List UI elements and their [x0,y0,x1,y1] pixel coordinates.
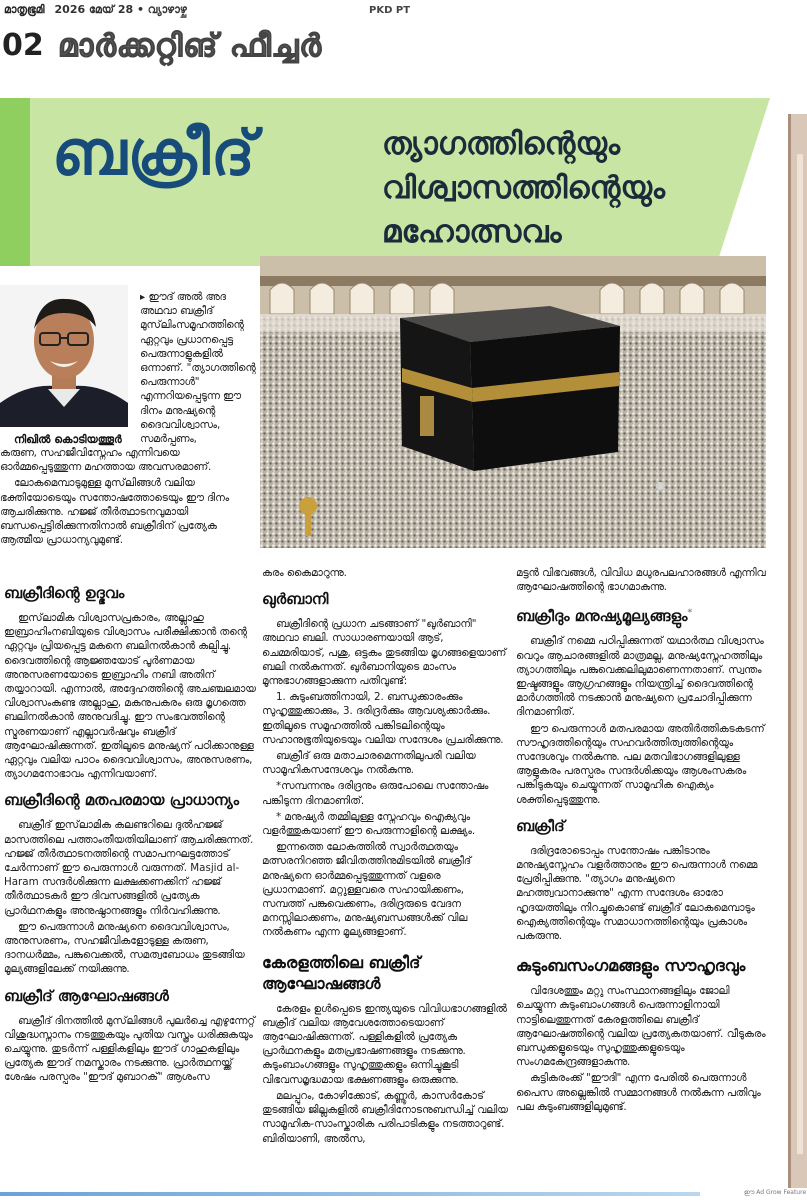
heading-text: ബക്രീദും മനുഷ്യമൂല്യങ്ങളും [516,607,688,626]
section-heading: ബക്രീദ് ആഘോഷങ്ങൾ [4,986,169,1005]
headline-subtitle [382,122,762,254]
kaaba-illustration [260,256,766,548]
body-paragraph: *സമ്പന്നനും ദരിദ്രനും ഒരുപോലെ സന്തോഷം പങ്കിടുന്ന ദിനമാണിത്. [262,780,489,807]
subtitle-line: മഹോത്സവം [382,214,562,250]
section-header [0,26,807,72]
kaaba-photo [260,256,766,548]
body-paragraph: മലപ്പുറം, കോഴിക്കോട്, കണ്ണൂർ, കാസർകോട് തുടങ്ങിയ ജില്ലകളിൽ ബക്രീദിനോടനുബന്ധിച്ച് വലിയ സാമൂഹിക-സാംസ്കാരിക പരിപാടികളും നടത്താറുണ്ട്. ബിരിയാണി, അൽസ, [262,1089,508,1145]
headline-title: ബക്രീദ് [52,116,256,189]
body-paragraph: ബക്രീദിന്റെ പ്രധാന ചടങ്ങാണ് "ഖുർബാനി" അഥവാ ബലി. സാധാരണയായി ആട്, ചെമ്മരിയാട്, പശു, ഒട്ടകം തുടങ്ങിയ മൃഗങ്ങളെയാണ് ബലി നൽകുന്നത്. ഖുർബാനിയുടെ മാംസം മൂന്നുഭാഗങ്ങളാക്കുന്ന പതിവുണ്ട്: [262,618,507,688]
body-paragraph: ബക്രീദ് ദിനത്തിൽ മുസ്‌ലിങ്ങൾ പുലർച്ചെ എഴുന്നേറ്റ് വിശുദ്ധസ്നാനം നടത്തുകയും പുതിയ വസ്ത്രം ധരിക്കുകയും ചെയ്യുന്നു. തുടർന്ന് പള്ളികളിലും ഈദ് ഗാഹുകളിലും പ്രത്യേക ഈദ് നമസ്കാരം നടക്കുന്നു. പ്രാർത്ഥനയ്ക്ക് ശേഷം പരസ്പരം "ഈദ് മുബാറക്" ആശംസ [4,1014,255,1084]
body-paragraph: * മനുഷ്യർ തമ്മിലുള്ള സ്നേഹവും ഐക്യവും വളർത്തുകയാണ് ഈ പെരുന്നാളിന്റെ ലക്ഷ്യം. [262,810,476,838]
section-heading: ഖുർബാനി [262,590,329,609]
adjacent-page-edge [788,114,807,1200]
intro-paragraph: കരുണ, സഹജീവിസ്നേഹം എന്നിവയെ ഓർമ്മപ്പെടുത്തുന്ന മഹത്തായ അവസരമാണ്. [0,447,212,474]
section-label: മാർക്കറ്റിങ് ഫീച്ചർ [58,28,323,64]
body-paragraph: ഈ പെരുന്നാൾ മതപരമായ അതിർത്തികടകടന്ന് സൗഹൃദത്തിന്റെയും സഹവർത്തിത്വത്തിന്റെയും സന്ദേശവും നൽകുന്നു. പല മതവിഭാഗങ്ങളിലുള്ള ആളുകരം പരസ്പരം സന്ദർശിക്കയും ആശംസകരം പങ്കിടുകയും ചെയ്യുന്നത് സാമൂഹിക ഐക്യം ശക്തിപ്പെടുത്തുന്നു. [516,722,765,806]
newspaper-logo: മാതൃഭൂമി [4,3,45,16]
section-heading: ബക്രീദ് [516,816,565,835]
subtitle-line: ത്യാഗത്തിന്റെയും [382,126,620,162]
column-3 [516,566,770,1116]
column-2 [262,566,508,1148]
intro-paragraph: ▸ ഈദ് അൽ അദ അഥവാ ബക്രീദ് മുസ്‌ലിംസമൂഹത്തിന്റെ ഏറ്റവും പ്രധാനപ്പെട്ട പെരുന്നാളുകളിൽ ഒന്നാണ്. "ത്യാഗത്തിന്റെ പെരുന്നാൾ" എന്നറിയപ്പെടുന്ന ഈ ദിനം മനുഷ്യന്റെ ദൈവവിശ്വാസം, സമർപ്പണം, [140,291,256,446]
subtitle-line: വിശ്വാസത്തിന്റെയും [382,170,666,206]
body-paragraph: കരം കൈമാറുന്നു. [262,567,347,579]
issue-date: 2026 മേയ് 28 • വ്യാഴാഴ്ച [54,3,187,16]
body-paragraph: ഇന്നത്തെ ലോകത്തിൽ സ്വാർത്ഥതയും മത്സരനിറഞ്ഞ ജീവിതത്തിനുമിടയിൽ ബക്രീദ് മനുഷ്യനെ ഓർമ്മപ്പെടുത്തുന്നത് വളരെ പ്രധാനമാണ്. മറ്റുള്ളവരെ സഹായിക്കണം, സമ്പത്ത് പങ്കുവെക്കണം, ദരിദ്രരുടെ വേദന മനസ്സിലാക്കണം, മനുഷ്യബന്ധങ്ങൾക്ക് വില നൽകണം എന്ന മൂല്യങ്ങളാണ്. [262,841,472,939]
page-number: 02 [2,28,44,63]
author-name: നിഖിൽ കൊടിയത്തൂർ [14,433,122,446]
body-paragraph: 1. കുടുംബത്തിനായി, 2. ബന്ധുക്കാരംക്കും സുഹൃത്തുക്കാക്കും, 3. ദരിദ്രർക്കും ആവശ്യക്കാർക്കും. ഇതിലൂടെ സമൂഹത്തിൽ പങ്കിടലിന്റെയും സഹാനുഭൂതിയുടെയും വലിയ സന്ദേശം പ്രചരിക്കുന്നു. [262,691,504,746]
ad-marker: ഈ Ad Grow Feature [744,1189,807,1196]
body-paragraph: ദരിദ്രരോടൊപ്പം സന്തോഷം പങ്കിടാനും മനുഷ്യസ്നേഹം വളർത്താനും ഈ പെരുന്നാൾ നമ്മെ പ്രേരിപ്പിക്കുന്നു. "ത്യാഗം മനുഷ്യനെ മഹത്ത്വവാനാക്കുന്നു" എന്ന സന്ദേശം ഓരോ ഹൃദയത്തിലും നിറച്ചുകൊണ്ട് ബക്രീദ് ലോകമെമ്പാടും ഐക്യത്തിന്റെയും സമാധാനത്തിന്റെയും പ്രകാശം പകരുന്നു. [516,844,758,943]
section-heading: കേരളത്തിലെ ബക്രീദ് ആഘോഷങ്ങൾ [262,952,421,993]
body-paragraph: മട്ടൻ വിഭവങ്ങൾ, വിവിധ മധുരപലഹാരങ്ങൾ എന്നിവ ആഘോഷത്തിന്റെ ഭാഗമാകുന്നു. [516,567,766,594]
edition-code: PKD PT [369,4,411,16]
intro-paragraph: ലോകമെമ്പാടുമുള്ള മുസ്‌ലിങ്ങൾ വലിയ ഭക്തിയോടെയും സന്തോഷത്തോടെയും ഈ ദിനം ആചരിക്കുന്നു. ഹജ്ജ് തീർത്ഥാടനവുമായി ബന്ധപ്പെട്ടിരിക്കുന്നതിനാൽ ബക്രീദിന് പ്രത്യേക ആത്മീയ പ്രാധാന്യവുമുണ്ട്. [0,477,230,547]
body-paragraph: ബക്രീദ് ഒരു മതാചാരമെന്നതിലുപരി വലിയ സാമൂഹികസന്ദേശവും നൽകുന്നു. [262,750,476,777]
column-1 [4,574,256,1087]
author-portrait [0,285,128,427]
body-paragraph: കുട്ടികരംക്ക് "ഈദി" എന്ന പേരിൽ പെരുന്നാൾ പൈസ അല്ലെങ്കിൽ സമ്മാനങ്ങൾ നൽകുന്ന പതിവും പല കുടുംബങ്ങളിലുമുണ്ട്. [516,1072,761,1113]
heading-mark: * [687,608,693,619]
author-photo [0,285,128,427]
footer-rule [0,1192,700,1196]
body-paragraph: ഈ പെരുന്നാൾ മനുഷ്യനെ ദൈവവിശ്വാസം, അനുസരണം, സഹജീവികളോടുള്ള കരുണ, ദാനധർമ്മം, പങ്കുവെക്കൽ, സമത്വബോധം തുടങ്ങിയ മൂല്യങ്ങളിലേക്ക് നയിക്കുന്നു. [4,920,245,976]
section-heading: ബക്രീദിന്റെ മതപരമായ പ്രാധാന്യം [4,791,240,810]
body-paragraph: ഇസ്‌ലാമിക വിശ്വാസപ്രകാരം, അല്ലാഹു ഇബ്രാഹിംനബിയുടെ വിശ്വാസം പരീക്ഷിക്കാൻ തന്റെ ഏറ്റവും പ്രിയപ്പെട്ട മകനെ ബലിനൽകാൻ കല്പിച്ചു. ദൈവത്തിന്റെ ആജ്ഞയോട് പൂർണമായ അനുസരണയോടെ ഇബ്രാഹിം നബി അതിന് തയ്യാറായി. എന്നാൽ, അദ്ദേഹത്തിന്റെ അചഞ്ചലമായ വിശ്വാസംകണ്ട അല്ലാഹു, മകനുപകരം ഒരു മൃഗത്തെ ബലിനൽകാൻ അനുവദിച്ചു. ഈ സംഭവത്തിന്റെ സ്മരണയാണ് എല്ലാവർഷവും ബക്രീദ് ആഘോഷിക്കുന്നത്. ഇതിലൂടെ മനുഷ്യന് പഠിക്കാനുള്ള ഏറ്റവും വലിയ പാഠം ദൈവവിശ്വാസം, അനുസരണം, ത്യാഗമനോഭാവം എന്നിവയാണ്. [4,612,256,781]
body-paragraph: വിദേശത്തും മറ്റു സംസ്ഥാനങ്ങളിലും ജോലി ചെയ്യുന്ന കുടുംബാംഗങ്ങൾ പെരുന്നാളിനായി നാട്ടിലെത്തുന്നത് കേരളത്തിലെ ബക്രീദ് ആഘോഷത്തിന്റെ വലിയ പ്രത്യേകതയാണ്. വീടുകരം ബന്ധുക്കളുടെയും സുഹൃത്തുക്കളുടെയും സംഗമകേന്ദ്രങ്ങളാകുന്നു. [516,985,766,1069]
masthead [0,0,807,20]
page-footer [0,1188,807,1200]
intro-side [140,290,256,448]
body-paragraph: കേരളം ഉൾപ്പെടെ ഇന്ത്യയുടെ വിവിധഭാഗങ്ങളിൽ ബക്രീദ് വലിയ ആവേശത്തോടെയാണ് ആഘോഷിക്കുന്നത്. പള്ളികളിൽ പ്രത്യേക പ്രാർഥനകളും മതപ്രഭാഷണങ്ങളും നടക്കുന്നു. കുടുംബാംഗങ്ങളും സുഹൃത്തുക്കളും ഒന്നിച്ചുകൂടി വിഭവസമൃദ്ധമായ ഭക്ഷണങ്ങളും ഒരുക്കുന്നു. [262,1002,507,1086]
section-heading: ബക്രീദിന്റെ ഉദ്ഭവം [4,584,125,602]
body-paragraph: ബക്രീദ് നമ്മെ പഠിപ്പിക്കുന്നത് യഥാർത്ഥ വിശ്വാസം വെറും ആചാരങ്ങളിൽ മാത്രമല്ല, മനുഷ്യസ്നേഹത്തിലും ത്യാഗത്തിലും പങ്കുവെക്കലിലുമാണെന്നതാണ്. സ്വന്തം ഇഷ്ടങ്ങളും ആഗ്രഹങ്ങളും നിയന്ത്രിച്ച് ദൈവത്തിന്റെ മാർഗത്തിൽ നടക്കാൻ മനുഷ്യനെ പ്രചോദിപ്പിക്കുന്ന ദിനമാണിത്. [516,635,764,719]
intro-body [0,446,256,549]
section-heading: കുടുംബസംഗമങ്ങളും സൗഹൃദവും [516,956,746,976]
body-paragraph: ബക്രീദ് ഇസ്‌ലാമിക കലണ്ടറിലെ ദുൽഹജ്ജ് മാസത്തിലെ പത്താംതീയതിയിലാണ് ആചരിക്കുന്നത്. ഹജ്ജ് തീർത്ഥാടനത്തിന്റെ സമാപനഘട്ടത്തോട് ചേർന്നാണ് ഈ പെരുന്നാൾ വരുന്നത്. Masjid al-Haram സന്ദർശിക്കുന്ന ലക്ഷക്കണക്കിന് ഹജ്ജ് തീർത്ഥാടകർ ഈ ദിവസങ്ങളിൽ പ്രത്യേക പ്രാർഥനകളും അനുഷ്ഠാനങ്ങളും നിർവഹിക്കുന്നു. [4,819,254,917]
section-heading [516,604,770,626]
